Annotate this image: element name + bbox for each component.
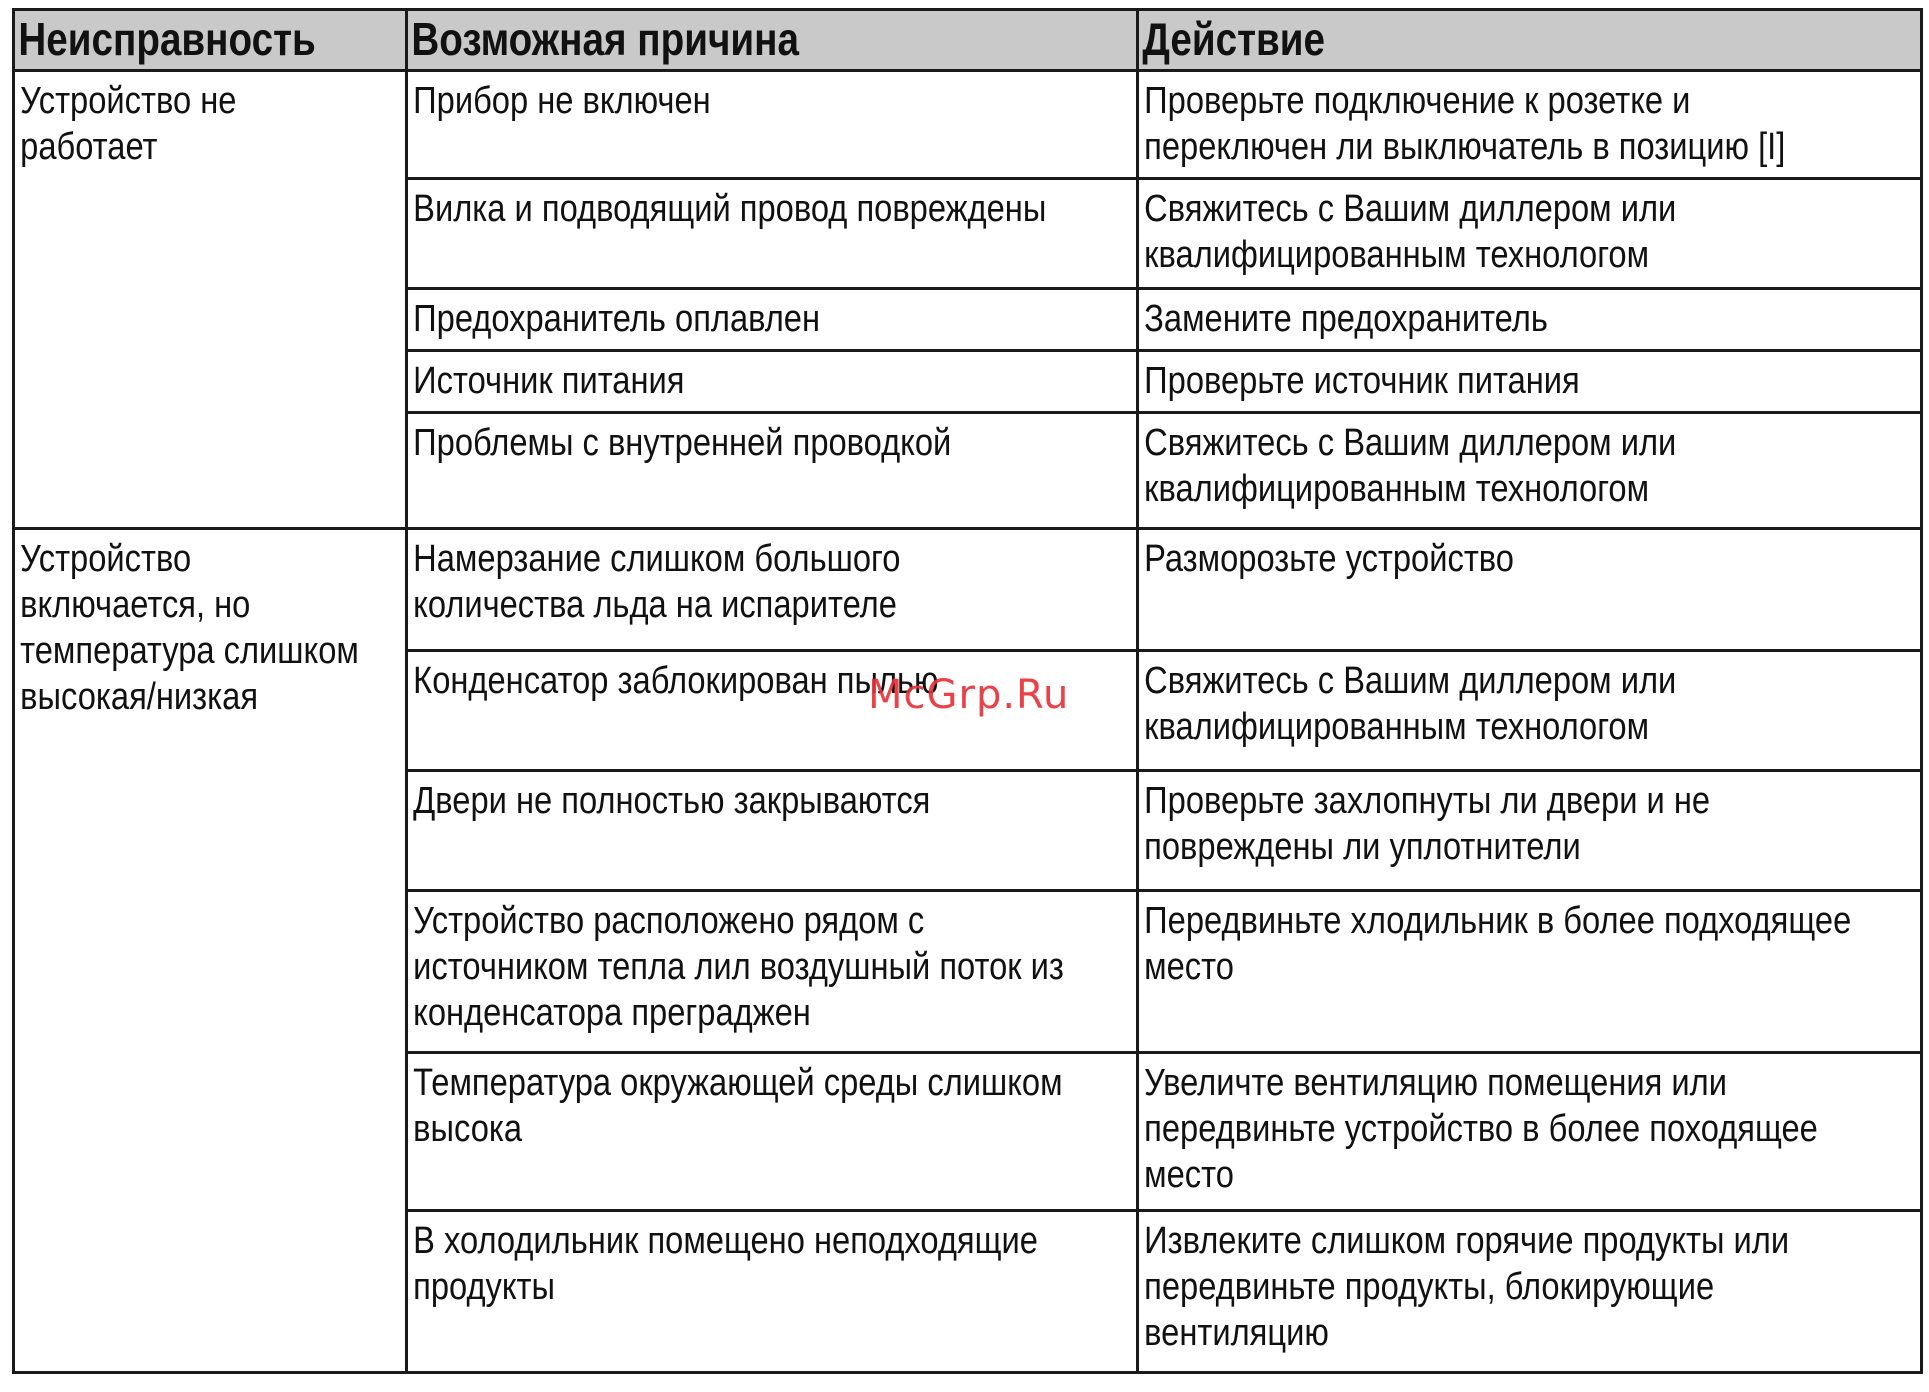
action-cell: Извлеките слишком горячие продукты или передвиньте продукты, блокирующие вентиляцию: [1138, 1211, 1922, 1373]
cause-cell: Температура окружающей среды слишком высока: [407, 1053, 1138, 1211]
cause-cell: Вилка и подводящий провод повреждены: [407, 179, 1138, 289]
action-cell: Разморозьте устройство: [1138, 529, 1922, 651]
header-row: [14, 10, 1922, 71]
problem-cell: Устройство включается, но температура слишком высокая/низкая: [14, 529, 407, 1373]
cause-cell: Конденсатор заблокирован пылью: [407, 651, 1138, 771]
header-cause: Возможная причина: [407, 10, 1138, 71]
cause-cell: Источник питания: [407, 351, 1138, 413]
action-cell: Проверьте источник питания: [1138, 351, 1922, 413]
cause-cell: Прибор не включен: [407, 71, 1138, 179]
cause-cell: Проблемы с внутренней проводкой: [407, 413, 1138, 529]
cause-cell: Предохранитель оплавлен: [407, 289, 1138, 351]
action-cell: Проверьте подключение к розетке и переключен ли выключатель в позицию [I]: [1138, 71, 1922, 179]
cause-cell: В холодильник помещено неподходящие продукты: [407, 1211, 1138, 1373]
header-problem: Неисправность: [14, 10, 407, 71]
table-row: [14, 71, 1922, 179]
cause-cell: Намерзание слишком большого количества льда на испарителе: [407, 529, 1138, 651]
cause-cell: Устройство расположено рядом с источником тепла лил воздушный поток из конденсатора преграджен: [407, 891, 1138, 1053]
action-cell: Свяжитесь с Вашим диллером или квалифицированным технологом: [1138, 179, 1922, 289]
action-cell: Свяжитесь с Вашим диллером или квалифицированным технологом: [1138, 413, 1922, 529]
action-cell: Передвиньте хлодильник в более подходящее место: [1138, 891, 1922, 1053]
cause-cell: Двери не полностью закрываются: [407, 771, 1138, 891]
action-cell: Проверьте захлопнуты ли двери и не повреждены ли уплотнители: [1138, 771, 1922, 891]
troubleshooting-table: [12, 8, 1923, 1374]
watermark-text: McGrp.Ru: [868, 672, 1070, 718]
action-cell: Увеличте вентиляцию помещения или передвиньте устройство в более походящее место: [1138, 1053, 1922, 1211]
table-row: [14, 529, 1922, 651]
action-cell: Свяжитесь с Вашим диллером или квалифицированным технологом: [1138, 651, 1922, 771]
action-cell: Замените предохранитель: [1138, 289, 1922, 351]
problem-cell: Устройство не работает: [14, 71, 407, 529]
header-action: Действие: [1138, 10, 1922, 71]
